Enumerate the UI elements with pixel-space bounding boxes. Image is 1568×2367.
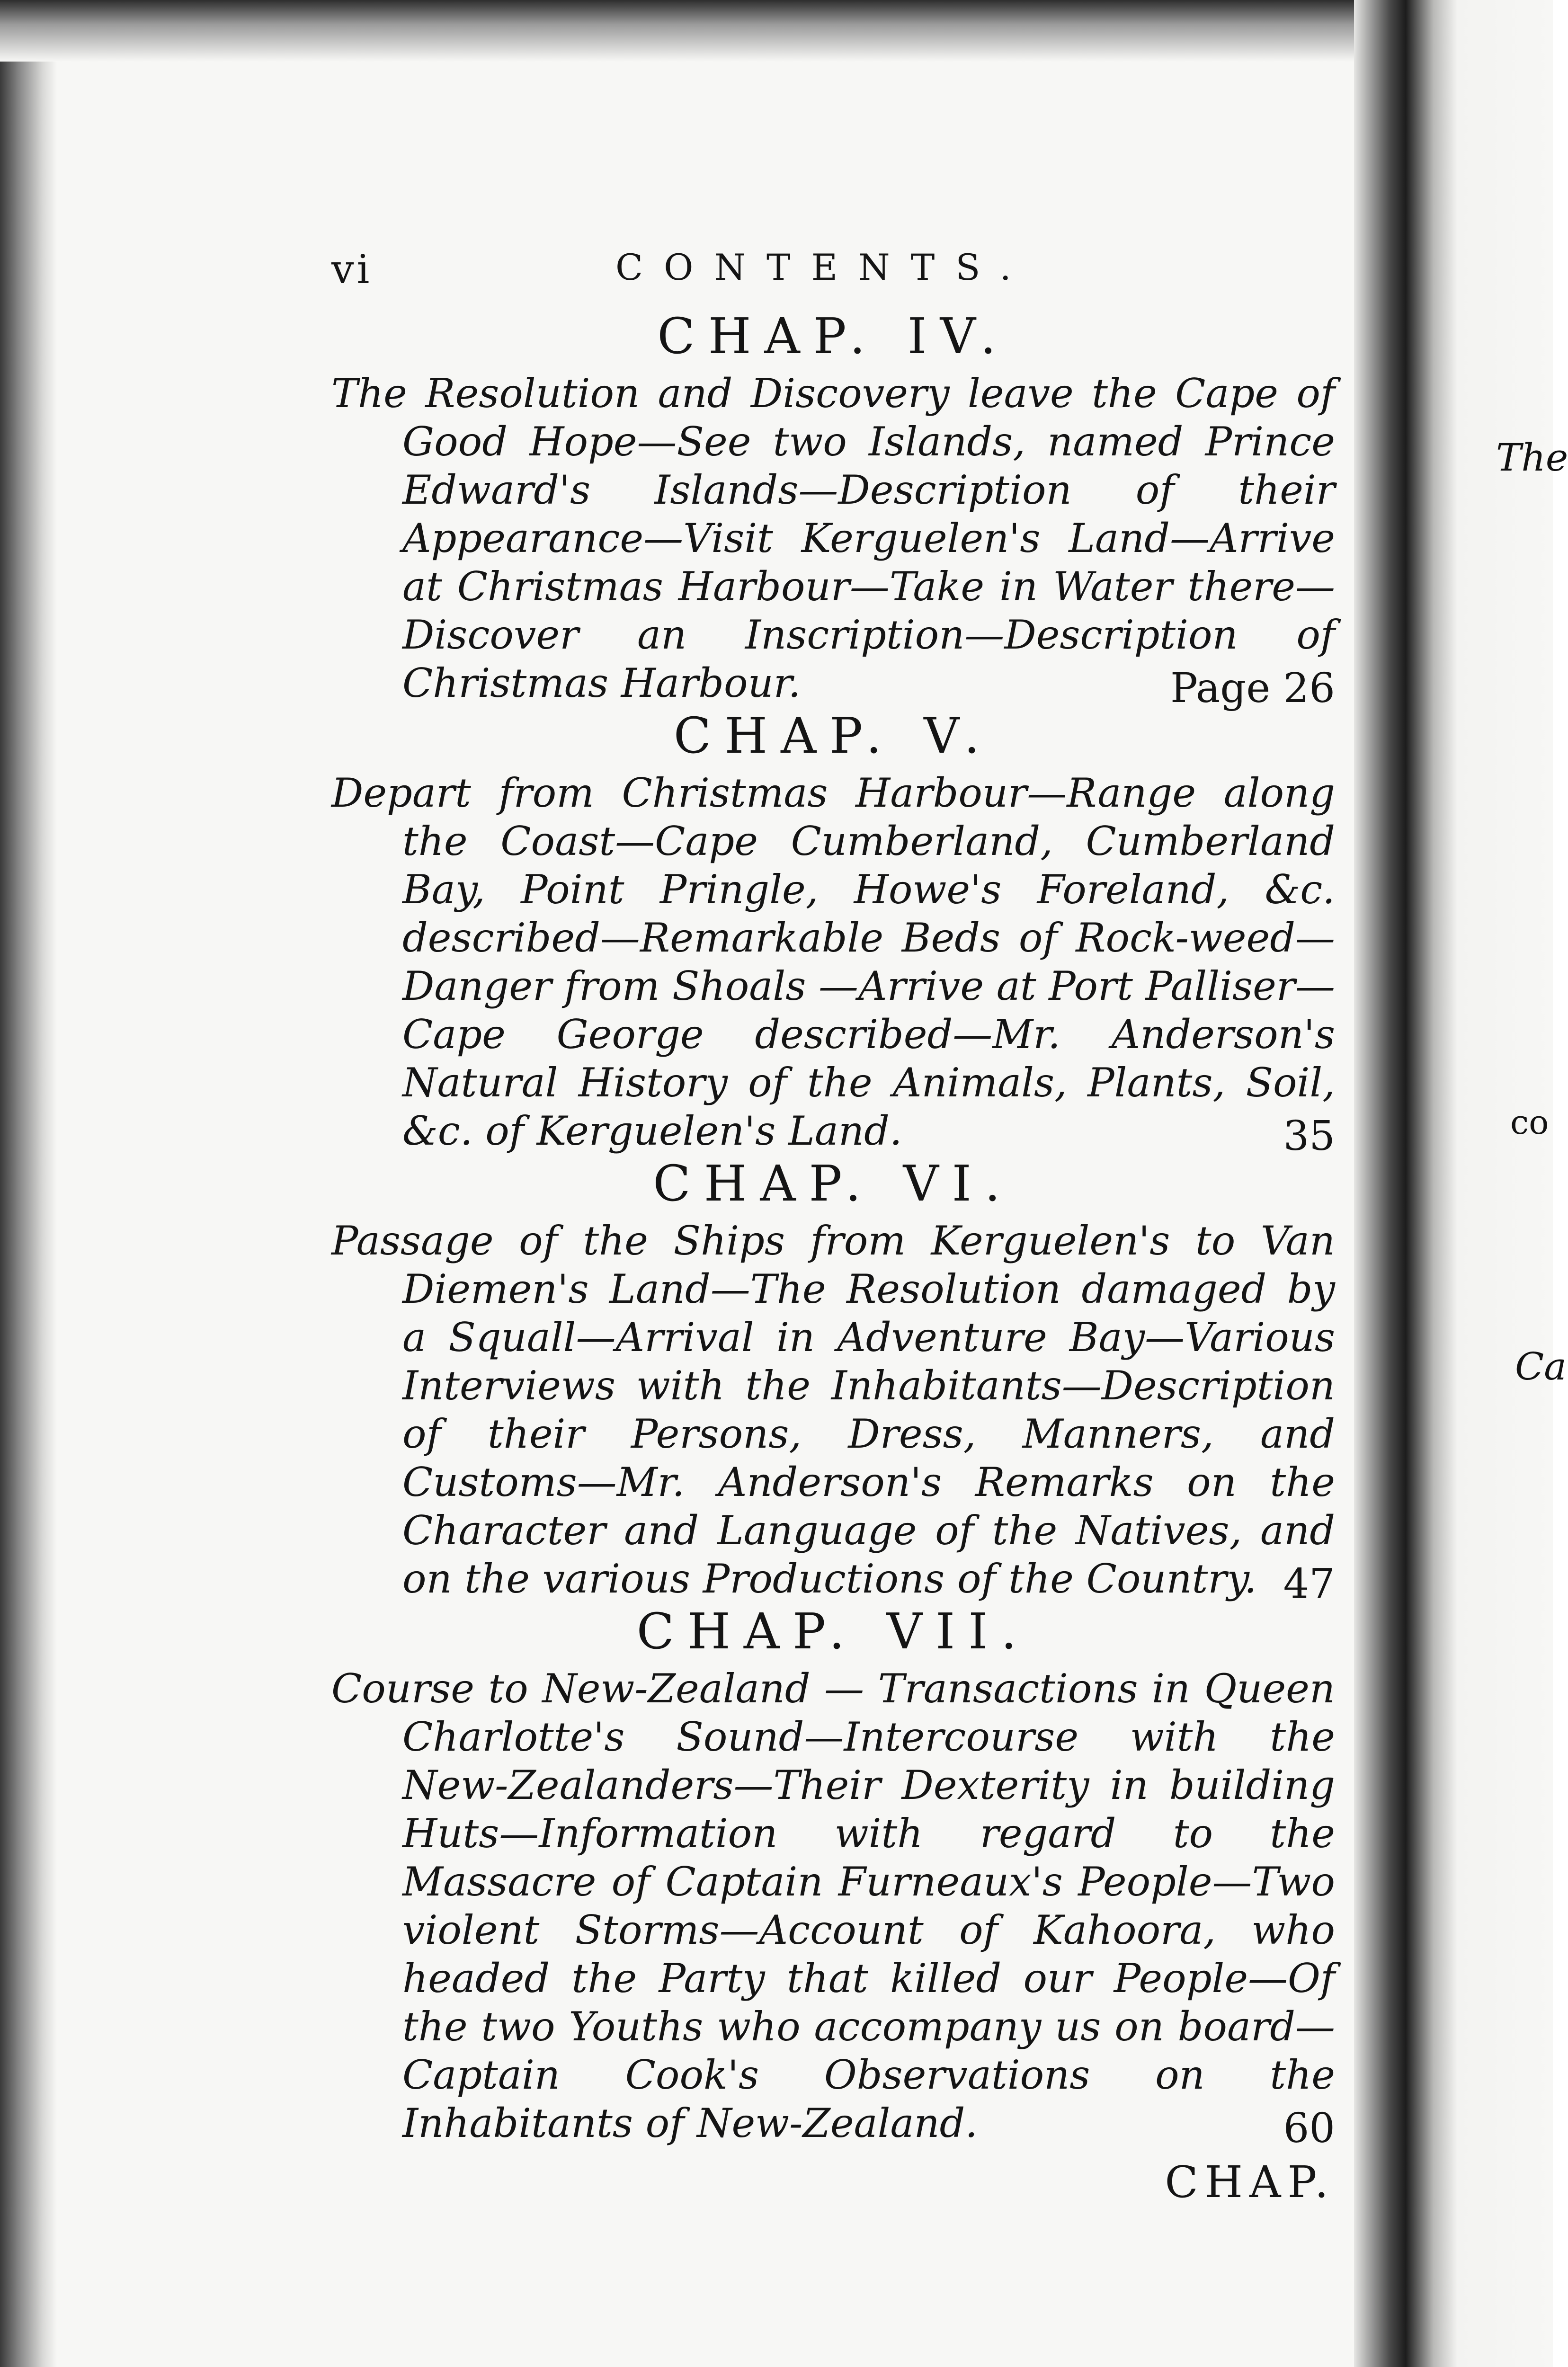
chapter-entry-vii	[331, 1602, 1335, 2152]
chapter-summary	[331, 369, 1335, 712]
chapter-entry-iv	[331, 307, 1335, 712]
page-reference: 47	[1283, 1560, 1335, 1608]
chapter-heading: CHAP. V.	[673, 707, 993, 765]
page-top-edge-shadow	[0, 0, 1373, 62]
running-title: CONTENTS.	[615, 246, 1032, 288]
facing-page-text-fragment: Ca	[1515, 1344, 1567, 1388]
folio-page-number: vi	[331, 246, 373, 293]
chapter-heading: CHAP. IV.	[657, 307, 1009, 365]
page-reference: Page 26	[1170, 665, 1335, 712]
page-reference: 60	[1283, 2105, 1335, 2152]
running-head	[331, 246, 1335, 308]
chapter-summary	[331, 769, 1335, 1160]
chapter-summary-text: Passage of the Ships from Kerguelen's to Van Diemen's Land—The Resolution damaged by a Squall—Arrival in Adventure Bay—Various Interviews with the Inhabitants—Description of their Persons, Dress, Manners, and Customs—Mr. Anderson's Remarks on the Character and Language of the Natives, and on the various Productions of the Country.	[331, 1218, 1335, 1602]
page-reference: 35	[1283, 1112, 1335, 1160]
chapter-heading: CHAP. VII.	[636, 1602, 1030, 1660]
page-left-edge-shadow	[0, 0, 57, 2367]
catchword: CHAP.	[1165, 2157, 1335, 2207]
chapter-entry-vi	[331, 1155, 1335, 1608]
chapter-heading: CHAP. VI.	[653, 1155, 1014, 1212]
chapter-summary	[331, 1664, 1335, 2152]
chapter-summary-text: The Resolution and Discovery leave the Cape of Good Hope—See two Islands, named Prince Edward's Islands—Description of their Appearance—Visit Kerguelen's Land—Arrive at Christmas Harbour—Take in Water there—Discover an Inscription—Description of Christmas Harbour.	[331, 370, 1335, 706]
chapter-summary-text: Depart from Christmas Harbour—Range along the Coast—Cape Cumberland, Cumberland Bay, Point Pringle, Howe's Foreland, &c. described—Remarkable Beds of Rock-weed—Danger from Shoals —Arrive at Port Palliser—Cape George described—Mr. Anderson's Natural History of the Animals, Plants, Soil, &c. of Kerguelen's Land.	[331, 770, 1335, 1154]
facing-page-text-fragment: co	[1510, 1103, 1549, 1142]
contents-page	[331, 246, 1335, 2207]
chapter-summary-text: Course to New-Zealand — Transactions in Queen Charlotte's Sound—Intercourse with the New-Zealanders—Their Dexterity in building Huts—Information with regard to the Massacre of Captain Furneaux's People—Two violent Storms—Account of Kahoora, who headed the Party that killed our People—Of the two Youths who accompany us on board—Captain Cook's Observations on the Inhabitants of New-Zealand.	[331, 1665, 1335, 2146]
facing-page-text-fragment: The	[1496, 436, 1568, 480]
chapter-summary	[331, 1217, 1335, 1608]
chapter-entry-v	[331, 707, 1335, 1160]
binding-gutter	[1354, 0, 1553, 2367]
